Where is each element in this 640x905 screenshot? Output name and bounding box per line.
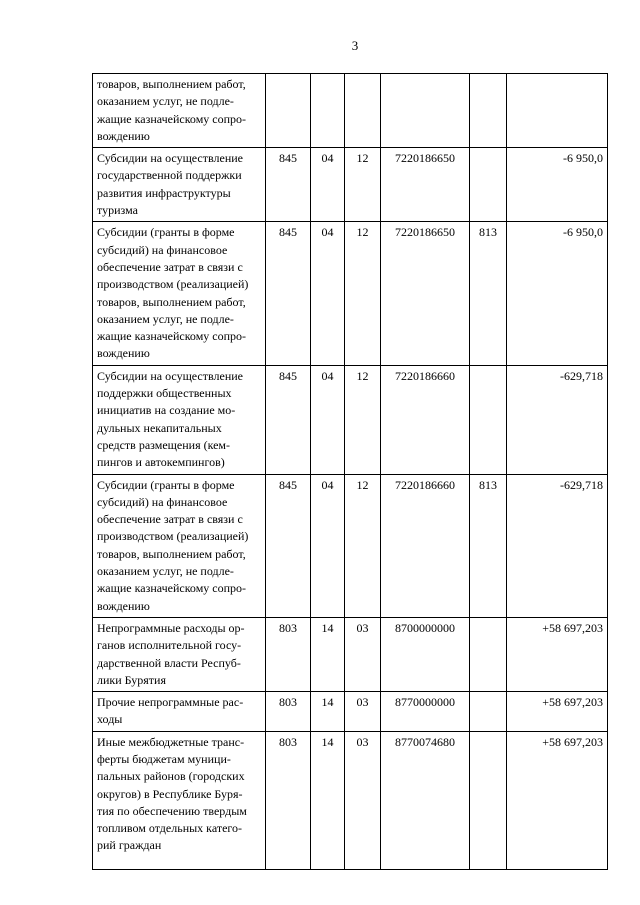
table-row: [93, 474, 608, 617]
subsection-code-cell: 12: [345, 148, 381, 222]
table-body: [93, 74, 608, 870]
page-number: 3: [351, 38, 359, 53]
expense-type-cell: [470, 74, 507, 148]
row-name-cell: Непрограммные расходы ор- ганов исполнительной госу- дарственной власти Респуб- лики Бурятия: [93, 617, 266, 691]
amount-cell: -6 950,0: [507, 222, 608, 365]
amount-cell: +58 697,203: [507, 692, 608, 732]
target-article-cell: 8770074680: [381, 731, 470, 869]
expense-type-cell: 813: [470, 474, 507, 617]
row-name-cell: Субсидии на осуществление поддержки общественных инициатив на создание мо- дульных некапитальных средств размещения (кем- пингов и автокемпингов): [93, 365, 266, 474]
subsection-code-cell: [345, 74, 381, 148]
ministry-code-cell: 845: [266, 474, 311, 617]
section-code-cell: 04: [311, 474, 345, 617]
amount-cell: -6 950,0: [507, 148, 608, 222]
amount-cell: -629,718: [507, 365, 608, 474]
subsection-code-cell: 12: [345, 474, 381, 617]
table-row: [93, 365, 608, 474]
expense-type-cell: [470, 365, 507, 474]
target-article-cell: 8770000000: [381, 692, 470, 732]
row-name-cell: Субсидии на осуществление государственной поддержки развития инфраструктуры туризма: [93, 148, 266, 222]
target-article-cell: 7220186650: [381, 222, 470, 365]
expense-type-cell: 813: [470, 222, 507, 365]
amount-cell: +58 697,203: [507, 731, 608, 869]
section-code-cell: 04: [311, 222, 345, 365]
table-row: [93, 148, 608, 222]
expense-type-cell: [470, 148, 507, 222]
target-article-cell: 8700000000: [381, 617, 470, 691]
ministry-code-cell: 845: [266, 365, 311, 474]
subsection-code-cell: 03: [345, 692, 381, 732]
table-row: [93, 617, 608, 691]
ministry-code-cell: 803: [266, 617, 311, 691]
budget-table: [92, 73, 608, 870]
ministry-code-cell: [266, 74, 311, 148]
row-name-cell: Субсидии (гранты в форме субсидий) на финансовое обеспечение затрат в связи с производством (реализацией) товаров, выполнением работ, оказанием услуг, не подле- жащие казначейскому сопро- вождению: [93, 222, 266, 365]
section-code-cell: 14: [311, 617, 345, 691]
row-name-cell: Иные межбюджетные транс- ферты бюджетам муници- пальных районов (городских округов) в Республике Буря- тия по обеспечению твердым топливом отдельных катего- рий граждан: [93, 731, 266, 869]
section-code-cell: 14: [311, 731, 345, 869]
table-row: [93, 222, 608, 365]
subsection-code-cell: 03: [345, 731, 381, 869]
section-code-cell: 04: [311, 148, 345, 222]
table-row: [93, 74, 608, 148]
target-article-cell: 7220186660: [381, 365, 470, 474]
expense-type-cell: [470, 731, 507, 869]
subsection-code-cell: 03: [345, 617, 381, 691]
section-code-cell: [311, 74, 345, 148]
subsection-code-cell: 12: [345, 365, 381, 474]
section-code-cell: 04: [311, 365, 345, 474]
amount-cell: -629,718: [507, 474, 608, 617]
row-name-cell: товаров, выполнением работ, оказанием услуг, не подле- жащие казначейскому сопро- вождению: [93, 74, 266, 148]
target-article-cell: 7220186660: [381, 474, 470, 617]
target-article-cell: 7220186650: [381, 148, 470, 222]
ministry-code-cell: 803: [266, 731, 311, 869]
subsection-code-cell: 12: [345, 222, 381, 365]
table-row: [93, 731, 608, 869]
amount-cell: +58 697,203: [507, 617, 608, 691]
amount-cell: [507, 74, 608, 148]
row-name-cell: Прочие непрограммные рас- ходы: [93, 692, 266, 732]
expense-type-cell: [470, 617, 507, 691]
table-row: [93, 692, 608, 732]
ministry-code-cell: 845: [266, 222, 311, 365]
expense-type-cell: [470, 692, 507, 732]
target-article-cell: [381, 74, 470, 148]
row-name-cell: Субсидии (гранты в форме субсидий) на финансовое обеспечение затрат в связи с производством (реализацией) товаров, выполнением работ, оказанием услуг, не подле- жащие казначейскому сопро- вождению: [93, 474, 266, 617]
ministry-code-cell: 845: [266, 148, 311, 222]
section-code-cell: 14: [311, 692, 345, 732]
ministry-code-cell: 803: [266, 692, 311, 732]
